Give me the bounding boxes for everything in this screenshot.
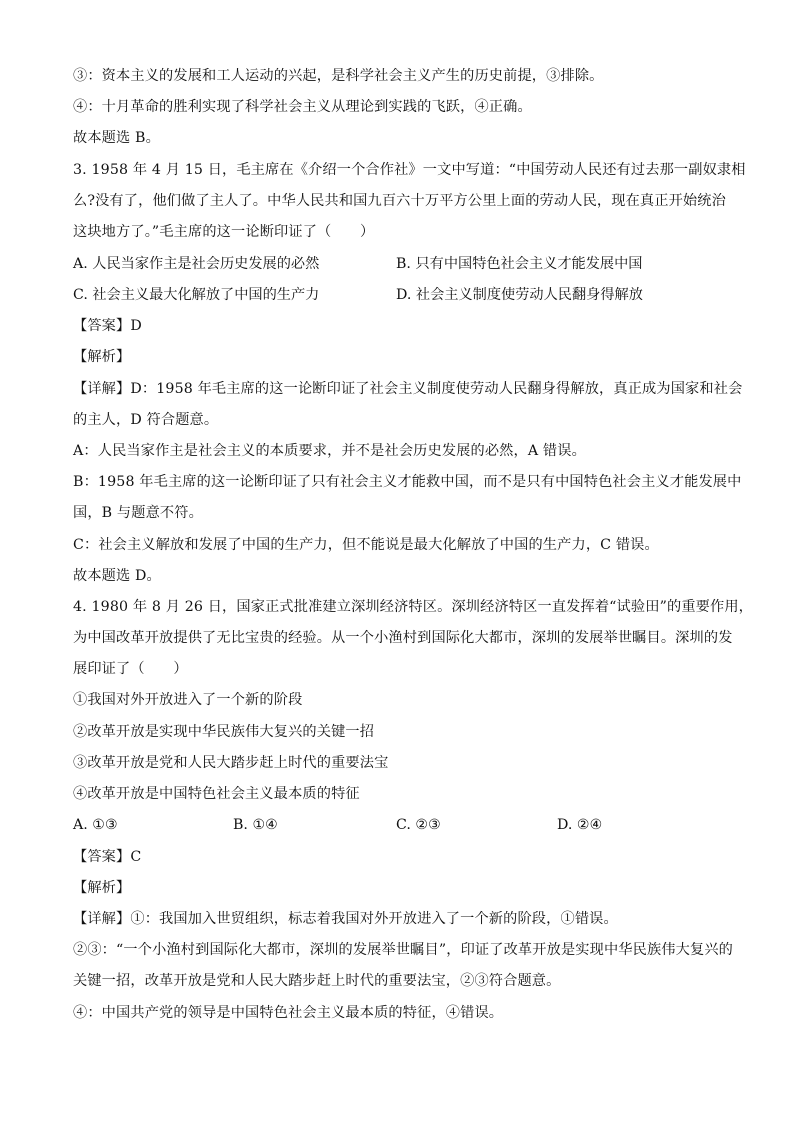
question-4-analysis-line: 关键一招，改革开放是党和人民大踏步赶上时代的重要法宝，②③符合题意。 xyxy=(73,973,561,989)
analysis-line: ④：十月革命的胜利实现了科学社会主义从理论到实践的飞跃，④正确。 xyxy=(73,99,532,115)
question-3-option-b: B. 只有中国特色社会主义才能发展中国 xyxy=(396,256,643,272)
question-4-option-b: B. ①④ xyxy=(233,817,278,833)
conclusion-line: 故本题选 B。 xyxy=(73,130,160,146)
question-3-stem-line: 3. 1958 年 4 月 15 日，毛主席在《介绍一个合作社》一文中写道：“中国劳动人民还有过去那一副奴隶相 xyxy=(73,162,746,178)
question-3-option-a: A. 人民当家作主是社会历史发展的必然 xyxy=(73,256,320,272)
question-3-analysis-line: C：社会主义解放和发展了中国的生产力，但不能说是最大化解放了中国的生产力，C 错误。 xyxy=(73,537,659,553)
question-3-conclusion: 故本题选 D。 xyxy=(73,568,161,584)
question-4-statement: ③改革开放是党和人民大踏步赶上时代的重要法宝 xyxy=(73,755,389,771)
question-4-option-c: C. ②③ xyxy=(396,817,441,833)
question-3-analysis-label: 【解析】 xyxy=(73,349,131,365)
question-4-option-d: D. ②④ xyxy=(557,817,603,833)
question-3-stem-line: 这块地方了。”毛主席的这一论断印证了（ ） xyxy=(73,224,375,240)
question-4-analysis-line: ④：中国共产党的领导是中国特色社会主义最本质的特征，④错误。 xyxy=(73,1005,504,1021)
question-3-analysis-line: 的主人，D 符合题意。 xyxy=(73,412,219,428)
question-3-stem-line: 么?没有了，他们做了主人了。中华人民共和国九百六十万平方公里上面的劳动人民，现在真正开始统治 xyxy=(73,193,726,209)
question-3-analysis-line: B：1958 年毛主席的这一论断印证了只有社会主义才能救中国，而不是只有中国特色社会主义才能发展中 xyxy=(73,474,742,490)
question-3-analysis-line: 【详解】D：1958 年毛主席的这一论断印证了社会主义制度使劳动人民翻身得解放，真正成为国家和社会 xyxy=(73,381,743,397)
question-4-statement: ④改革开放是中国特色社会主义最本质的特征 xyxy=(73,786,360,802)
question-4-stem-line: 4. 1980 年 8 月 26 日，国家正式批准建立深圳经济特区。深圳经济特区一直发挥着“试验田”的重要作用， xyxy=(73,599,754,615)
question-4-stem-line: 展印证了（ ） xyxy=(73,661,188,677)
analysis-line: ③：资本主义的发展和工人运动的兴起，是科学社会主义产生的历史前提，③排除。 xyxy=(73,68,604,84)
question-3-answer: 【答案】D xyxy=(73,318,142,334)
question-4-answer: 【答案】C xyxy=(73,849,142,865)
question-4-option-a: A. ①③ xyxy=(73,817,118,833)
question-4-analysis-label: 【解析】 xyxy=(73,880,131,896)
question-3-option-d: D. 社会主义制度使劳动人民翻身得解放 xyxy=(396,287,643,303)
question-4-statement: ①我国对外开放进入了一个新的阶段 xyxy=(73,692,303,708)
question-3-option-c: C. 社会主义最大化解放了中国的生产力 xyxy=(73,287,320,303)
question-3-analysis-line: 国，B 与题意不符。 xyxy=(73,505,203,521)
question-4-analysis-line: ②③：“一个小渔村到国际化大都市，深圳的发展举世瞩目”，印证了改革开放是实现中华民族伟大复兴的 xyxy=(73,942,733,958)
question-3-analysis-line: A：人民当家作主是社会主义的本质要求，并不是社会历史发展的必然，A 错误。 xyxy=(73,443,586,459)
question-4-stem-line: 为中国改革开放提供了无比宝贵的经验。从一个小渔村到国际化大都市，深圳的发展举世瞩目。深圳的发 xyxy=(73,630,733,646)
question-4-analysis-line: 【详解】①：我国加入世贸组织，标志着我国对外开放进入了一个新的阶段，①错误。 xyxy=(73,911,618,927)
question-4-statement: ②改革开放是实现中华民族伟大复兴的关键一招 xyxy=(73,724,375,740)
